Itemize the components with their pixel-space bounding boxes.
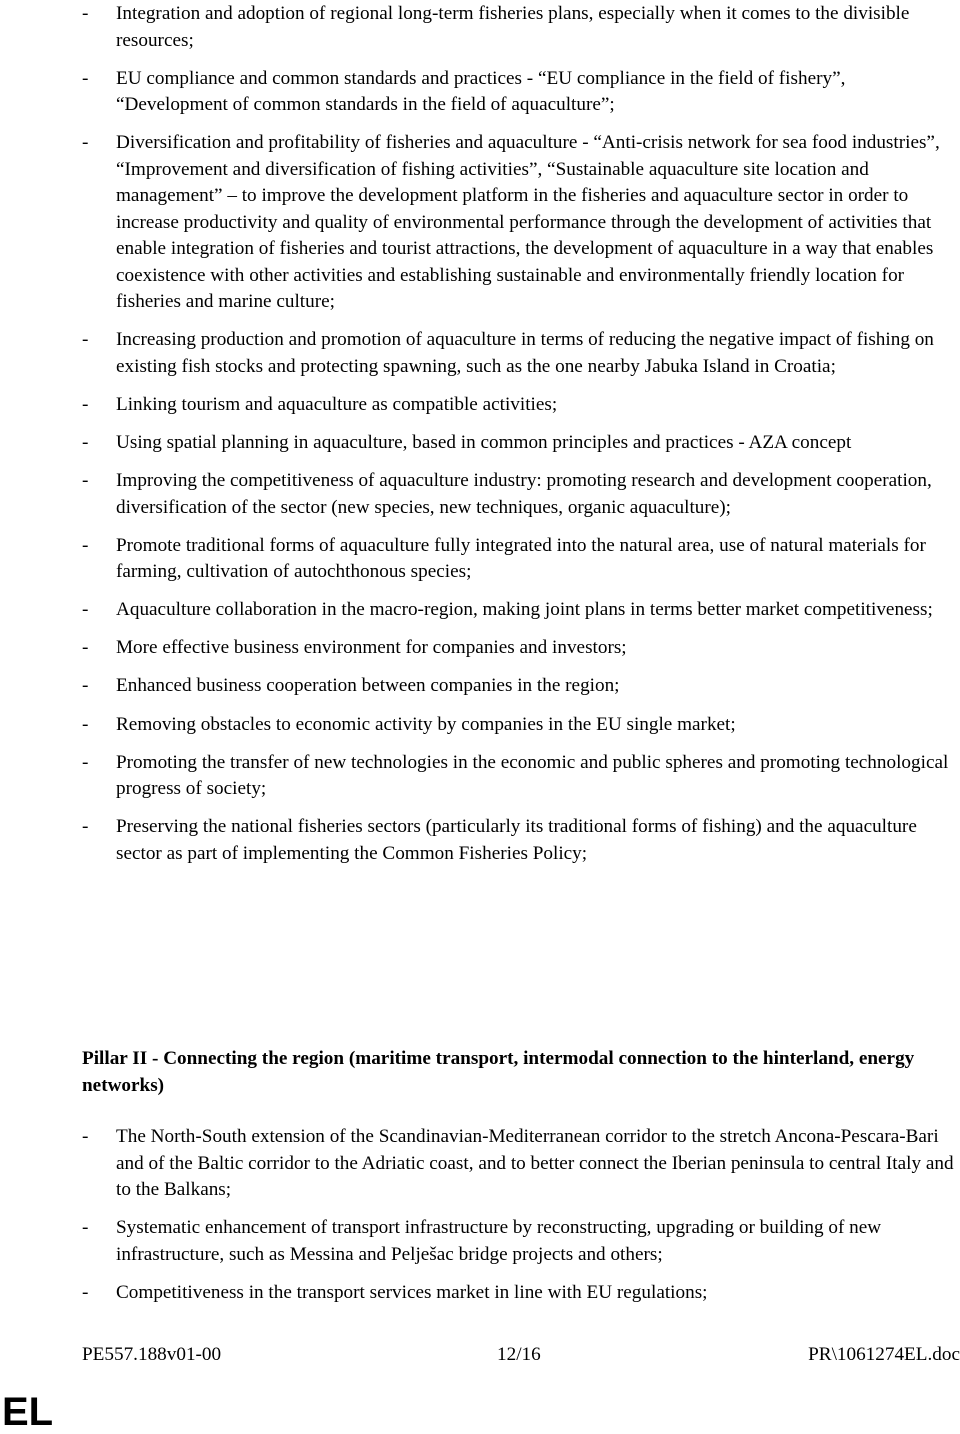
bullet-dash: - <box>82 534 89 556</box>
list-item <box>82 814 956 867</box>
language-code: EL <box>2 1390 54 1434</box>
bullet-dash: - <box>82 3 89 24</box>
bullet-dash: - <box>82 329 89 351</box>
bullet-dash: - <box>82 713 89 735</box>
bullet-dash: - <box>82 132 89 154</box>
list-item-text: Systematic enhancement of transport infrastructure by reconstructing, upgrading or building of new infrastructure, such as Messina and Pelješac bridge projects and others; <box>116 1217 882 1265</box>
list-item-text: Preserving the national fisheries sectors (particularly its traditional forms of fishing) and the aquaculture sector as part of implementing the Common Fisheries Policy; <box>116 816 917 864</box>
list-item <box>82 130 956 316</box>
list-item <box>82 66 956 119</box>
list-item-text: Linking tourism and aquaculture as compatible activities; <box>116 393 558 415</box>
bullet-list-fisheries <box>82 1 956 879</box>
list-item <box>82 430 956 457</box>
list-item <box>82 1280 956 1307</box>
list-item-text: The North-South extension of the Scandinavian-Mediterranean corridor to the stretch Ancona-Pescara-Bari and of the Baltic corridor to the Adriatic coast, and to better connect the Iberian peninsula to central Italy and to the Balkans; <box>116 1126 954 1200</box>
list-item-text: Enhanced business cooperation between companies in the region; <box>116 675 620 697</box>
bullet-dash: - <box>82 1281 89 1303</box>
list-item-text: Integration and adoption of regional long-term fisheries plans, especially when it comes to the divisible resources; <box>116 3 910 51</box>
bullet-dash: - <box>82 1126 89 1147</box>
list-item <box>82 392 956 419</box>
footer-file-ref: PR\1061274EL.doc <box>808 1344 960 1365</box>
footer-page-number: 12/16 <box>497 1344 541 1365</box>
section-heading-pillar-2: Pillar II - Connecting the region (maritime transport, intermodal connection to the hinterland, energy networks) <box>82 1048 915 1096</box>
bullet-dash: - <box>82 67 89 89</box>
list-item-text: Using spatial planning in aquaculture, based in common principles and practices - AZA concept <box>116 431 852 453</box>
list-item-text: EU compliance and common standards and practices - “EU compliance in the field of fishery”, “Development of common standards in the field of aquaculture”; <box>116 67 846 116</box>
list-item <box>82 1124 956 1204</box>
bullet-dash: - <box>82 1217 89 1239</box>
list-item-text: Aquaculture collaboration in the macro-region, making joint plans in terms better market competitiveness; <box>116 599 933 621</box>
bullet-dash: - <box>82 675 89 697</box>
list-item <box>82 750 956 803</box>
list-item-text: Diversification and profitability of fisheries and aquaculture - “Anti-crisis network for sea food industries”, “Improvement and diversification of fishing activities”, “Sustainable aquaculture site location and management” – to improve the development platform in the fisheries and aquaculture sector in order to increase productivity and quality of environmental performance through the development of activities that enable integration of fisheries and tourist attractions, the development of aquaculture in a way that enables coexistence with other activities and establishing sustainable and environmentally friendly location for fisheries and marine culture; <box>116 132 940 313</box>
list-item <box>82 673 956 700</box>
list-item-text: Removing obstacles to economic activity by companies in the EU single market; <box>116 713 736 735</box>
bullet-dash: - <box>82 816 89 838</box>
bullet-list-transport <box>82 1124 956 1318</box>
list-item-text: Promoting the transfer of new technologies in the economic and public spheres and promoting technological progress of society; <box>116 751 949 800</box>
list-item <box>82 597 956 624</box>
page-footer <box>82 1342 960 1368</box>
list-item <box>82 533 956 586</box>
list-item <box>82 327 956 380</box>
list-item-text: Improving the competitiveness of aquaculture industry: promoting research and development cooperation, diversification of the sector (new species, new techniques, organic aquaculture); <box>116 470 932 518</box>
list-item-text: Promote traditional forms of aquaculture fully integrated into the natural area, use of natural materials for farming, cultivation of autochthonous species; <box>116 534 926 583</box>
bullet-dash: - <box>82 470 89 492</box>
bullet-dash: - <box>82 599 89 621</box>
list-item-text: Increasing production and promotion of aquaculture in terms of reducing the negative impact of fishing on existing fish stocks and protecting spawning, such as the one nearby Jabuka Island in Croatia; <box>116 329 934 377</box>
list-item-text: Competitiveness in the transport services market in line with EU regulations; <box>116 1281 708 1303</box>
list-item <box>82 635 956 662</box>
list-item <box>82 1 956 54</box>
bullet-dash: - <box>82 751 89 773</box>
list-item <box>82 712 956 739</box>
bullet-dash: - <box>82 637 89 659</box>
bullet-dash: - <box>82 393 89 415</box>
list-item-text: More effective business environment for companies and investors; <box>116 637 627 659</box>
list-item <box>82 468 956 521</box>
list-item <box>82 1215 956 1268</box>
footer-doc-ref: PE557.188v01-00 <box>82 1344 222 1365</box>
bullet-dash: - <box>82 431 89 453</box>
